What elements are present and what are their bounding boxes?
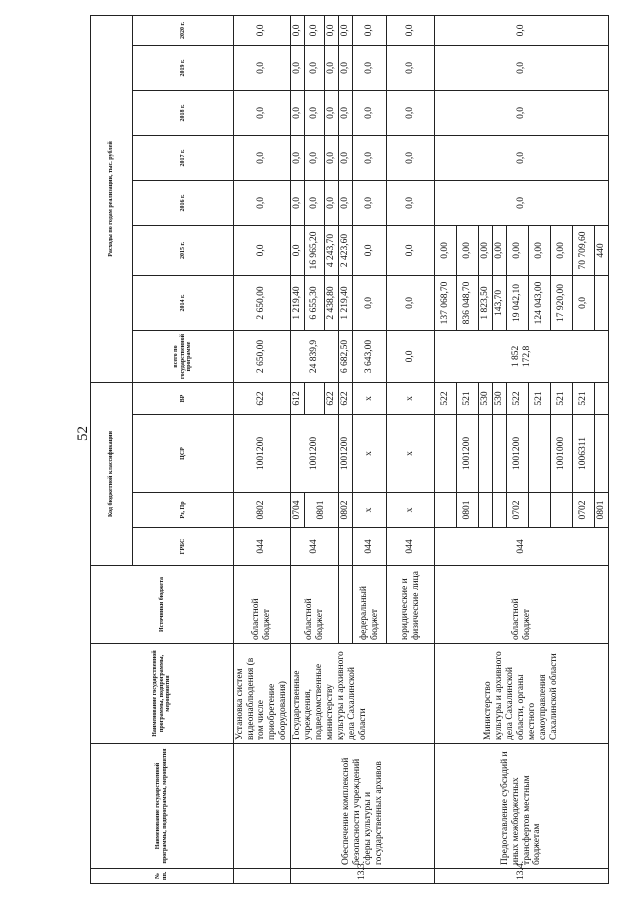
header-source: Источники бюджета — [91, 566, 234, 644]
cell-value: 0,0 — [353, 275, 387, 330]
cell-vr: х — [387, 382, 435, 414]
cell-value: 1 219,40 — [291, 275, 305, 330]
cell-vr: х — [353, 382, 387, 414]
cell-vr: 530 — [493, 382, 507, 414]
cell-source: областной бюджет — [435, 566, 609, 644]
program-budget-table — [90, 15, 609, 884]
cell-csr: 1001200 — [457, 415, 479, 493]
cell-value: 0,0 — [233, 180, 291, 225]
cell-rzpr: 0704 — [291, 493, 305, 528]
cell-csr: 1001200 — [233, 415, 291, 493]
table-row — [233, 15, 291, 883]
cell-value: 0,0 — [353, 90, 387, 135]
cell-rzpr: 0801 — [305, 493, 339, 528]
cell-value: 836 048,70 — [457, 275, 479, 330]
cell-value: 0,0 — [353, 180, 387, 225]
cell-value: 4 243,70 — [325, 225, 339, 275]
header-rzpr: Рз, Пр — [133, 493, 233, 528]
page-number: 52 — [75, 426, 91, 441]
cell-rzpr: 0702 — [507, 493, 529, 528]
cell-value: 440 — [595, 225, 609, 275]
cell-vr: 622 — [325, 382, 339, 414]
cell-csr — [529, 415, 551, 493]
cell-grbs — [339, 528, 353, 566]
cell-value: 0,0 — [435, 90, 609, 135]
cell-grbs: 044 — [233, 528, 291, 566]
cell-value: 0,0 — [305, 135, 325, 180]
header-year: 2019 г. — [133, 45, 233, 90]
cell-value: 0,0 — [387, 90, 435, 135]
cell-value: 0,0 — [233, 225, 291, 275]
cell-value: 0,0 — [573, 275, 595, 330]
header-vr: ВР — [133, 382, 233, 414]
cell-rzpr: х — [353, 493, 387, 528]
cell-value: 0,0 — [305, 90, 325, 135]
cell-value: 0,0 — [387, 45, 435, 90]
cell-value: 0,00 — [493, 225, 507, 275]
cell-source: юридические и физические лица — [387, 566, 435, 644]
cell-value: 19 042,10 — [507, 275, 529, 330]
cell-csr: х — [387, 415, 435, 493]
cell-num: 13.3. — [291, 869, 435, 884]
cell-value: 17 920,00 — [551, 275, 573, 330]
cell-total: 2 650,00 — [233, 330, 291, 382]
cell-csr: х — [353, 415, 387, 493]
header-year: 2017 г. — [133, 135, 233, 180]
cell-vr: 521 — [457, 382, 479, 414]
cell-value: 0,0 — [291, 180, 305, 225]
cell-csr — [435, 415, 457, 493]
cell-csr: 1001000 — [551, 415, 573, 493]
cell-rzpr — [435, 493, 457, 528]
cell-vr — [305, 382, 325, 414]
cell-value: 0,0 — [233, 135, 291, 180]
cell-value: 0,0 — [291, 225, 305, 275]
header-program: Наименование государственной программы, подпрограммы, мероприятия — [91, 744, 234, 869]
cell-rzpr: 0802 — [339, 493, 353, 528]
cell-total: 0,0 — [387, 330, 435, 382]
header-year: 2014 г. — [133, 275, 233, 330]
cell-source: областной бюджет — [291, 566, 339, 644]
table-row — [291, 15, 305, 883]
cell-grbs: 044 — [291, 528, 339, 566]
header-row-1 — [91, 15, 133, 883]
header-year: 2020 г. — [133, 15, 233, 45]
cell-value: 0,0 — [435, 15, 609, 45]
cell-csr: 1001200 — [339, 415, 353, 493]
cell-rzpr: х — [387, 493, 435, 528]
cell-csr: 1006311 — [573, 415, 595, 493]
cell-value: 0,0 — [291, 15, 305, 45]
cell-csr — [493, 415, 507, 493]
cell-source: областной бюджет — [233, 566, 291, 644]
cell-rzpr — [529, 493, 551, 528]
cell-csr — [479, 415, 493, 493]
cell-vr — [595, 382, 609, 414]
header-num: № пп. — [91, 869, 234, 884]
cell-value: 0,0 — [325, 90, 339, 135]
cell-value: 16 965,20 — [305, 225, 325, 275]
cell-value — [595, 275, 609, 330]
cell-vr: 521 — [573, 382, 595, 414]
cell-total: 3 643,00 — [353, 330, 387, 382]
cell-value: 1 219,40 — [339, 275, 353, 330]
cell-vr: 612 — [291, 382, 305, 414]
cell-value: 0,0 — [325, 15, 339, 45]
cell-vr: 622 — [233, 382, 291, 414]
cell-value: 0,0 — [305, 180, 325, 225]
cell-grbs: 044 — [353, 528, 387, 566]
cell-executor: Государственные учреждения, подведомственные министерству культуры и архивного дела Сахалинской области — [291, 644, 435, 744]
cell-value: 0,0 — [339, 45, 353, 90]
cell-rzpr: 0702 — [573, 493, 595, 528]
cell-value: 6 655,30 — [305, 275, 325, 330]
cell-executor: Министерство культуры и архивного дела Сахалинской области, органы местного самоуправления Сахалинской области — [435, 644, 609, 744]
cell-value: 0,0 — [339, 15, 353, 45]
cell-value: 0,00 — [435, 225, 457, 275]
cell-vr: 522 — [435, 382, 457, 414]
cell-value: 2 650,00 — [233, 275, 291, 330]
cell-value: 0,0 — [325, 45, 339, 90]
cell-value: 0,0 — [233, 15, 291, 45]
cell-value: 0,0 — [353, 15, 387, 45]
cell-value: 0,0 — [325, 135, 339, 180]
cell-csr — [595, 415, 609, 493]
cell-rzpr: 0801 — [457, 493, 479, 528]
cell-csr: 1001200 — [291, 415, 339, 493]
cell-vr: 521 — [551, 382, 573, 414]
cell-value: 0,0 — [387, 275, 435, 330]
cell-total: 24 839,9 — [291, 330, 339, 382]
cell-source — [339, 566, 353, 644]
rotated-table-container — [90, 21, 609, 884]
cell-value: 0,00 — [479, 225, 493, 275]
cell-value: 0,0 — [353, 225, 387, 275]
cell-total: 1 852 172,8 — [435, 330, 609, 382]
cell-value: 0,0 — [305, 15, 325, 45]
header-csr: ЦСР — [133, 415, 233, 493]
cell-value: 0,0 — [353, 135, 387, 180]
cell-value: 0,00 — [507, 225, 529, 275]
cell-value: 0,00 — [457, 225, 479, 275]
cell-vr: 622 — [339, 382, 353, 414]
cell-value: 2 438,80 — [325, 275, 339, 330]
cell-grbs: 044 — [435, 528, 609, 566]
cell-name: Обеспечение комплексной безопасности учреждений сферы культуры и государственных архивов — [291, 744, 435, 869]
header-year: 2016 г. — [133, 180, 233, 225]
cell-value: 0,0 — [291, 135, 305, 180]
cell-num: 13.4. — [435, 869, 609, 884]
cell-vr: 522 — [507, 382, 529, 414]
cell-value: 1 823,50 — [479, 275, 493, 330]
cell-executor: Установка систем видеонаблюдения (в том числе приобретение оборудования) — [233, 644, 291, 744]
cell-value: 0,0 — [435, 45, 609, 90]
cell-rzpr — [551, 493, 573, 528]
cell-value: 70 709,60 — [573, 225, 595, 275]
header-expenses-group: Расходы по годам реализации, тыс. рублей — [91, 15, 133, 382]
table-row — [435, 15, 457, 883]
cell-value: 0,0 — [291, 45, 305, 90]
cell-num — [233, 869, 291, 884]
cell-value: 0,0 — [387, 180, 435, 225]
cell-total: 6 682,50 — [339, 330, 353, 382]
cell-csr: 1001200 — [507, 415, 529, 493]
header-year: 2015 г. — [133, 225, 233, 275]
cell-name — [233, 744, 291, 869]
cell-value: 0,00 — [529, 225, 551, 275]
cell-rzpr: 0801 — [595, 493, 609, 528]
header-total: всего по государственной программе — [133, 330, 233, 382]
cell-value: 0,0 — [339, 135, 353, 180]
cell-value: 0,0 — [233, 90, 291, 135]
cell-value: 137 068,70 — [435, 275, 457, 330]
cell-grbs: 044 — [387, 528, 435, 566]
cell-rzpr — [493, 493, 507, 528]
cell-value: 0,0 — [387, 225, 435, 275]
cell-value: 0,0 — [435, 180, 609, 225]
cell-rzpr — [479, 493, 493, 528]
cell-value: 0,0 — [435, 135, 609, 180]
cell-vr: 521 — [529, 382, 551, 414]
cell-vr: 530 — [479, 382, 493, 414]
cell-value: 0,0 — [325, 180, 339, 225]
cell-rzpr: 0802 — [233, 493, 291, 528]
header-year: 2018 г. — [133, 90, 233, 135]
cell-value: 0,0 — [291, 90, 305, 135]
cell-value: 0,00 — [551, 225, 573, 275]
cell-value: 0,0 — [233, 45, 291, 90]
cell-value: 0,0 — [387, 15, 435, 45]
header-executor: Наименование государственной программы, подпрограммы, мероприятия — [91, 644, 234, 744]
cell-value: 124 043,00 — [529, 275, 551, 330]
header-grbs: ГРБС — [133, 528, 233, 566]
cell-value: 0,0 — [339, 90, 353, 135]
cell-value: 0,0 — [353, 45, 387, 90]
cell-value: 0,0 — [387, 135, 435, 180]
cell-value: 143,70 — [493, 275, 507, 330]
cell-source: федеральный бюджет — [353, 566, 387, 644]
header-code-group: Код бюджетной классификации — [91, 382, 133, 565]
cell-value: 0,0 — [305, 45, 325, 90]
cell-name: Предоставление субсидий и иных межбюджетных трансфертов местным бюджетам — [435, 744, 609, 869]
cell-value: 0,0 — [339, 180, 353, 225]
cell-value: 2 423,60 — [339, 225, 353, 275]
